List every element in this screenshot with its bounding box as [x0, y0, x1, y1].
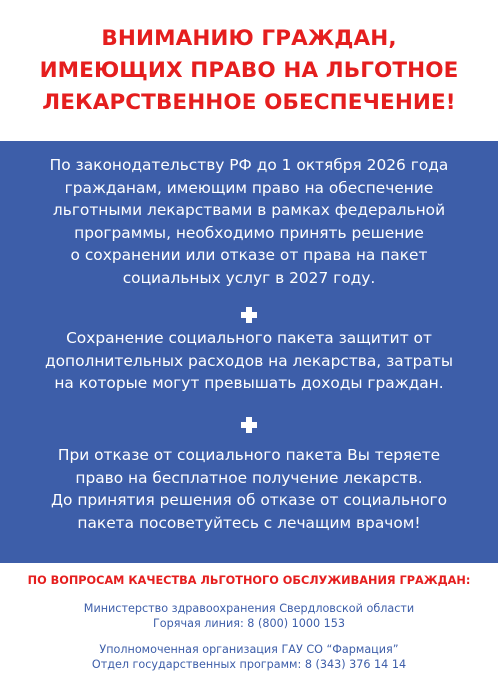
- headline-line-1: ВНИМАНИЮ ГРАЖДАН,: [101, 26, 397, 51]
- paragraph-line: гражданам, имеющим право на обеспечение: [64, 178, 434, 197]
- headline-line-3: ЛЕКАРСТВЕННОЕ ОБЕСПЕЧЕНИЕ!: [42, 90, 456, 115]
- medical-cross-icon: [241, 307, 257, 323]
- headline: [0, 23, 498, 119]
- organization-department: Отдел государственных программ: 8 (343) 376 14 14: [91, 658, 407, 671]
- paragraph-line: Сохранение социального пакета защитит от: [66, 329, 432, 347]
- poster-header: [0, 0, 498, 141]
- paragraph-line: льготными лекарствами в рамках федеральной: [52, 201, 446, 220]
- medical-cross-icon: [241, 417, 257, 433]
- warning-paragraph: [0, 444, 498, 534]
- footer-heading: ПО ВОПРОСАМ КАЧЕСТВА ЛЬГОТНОГО ОБСЛУЖИВАНИЯ ГРАЖДАН:: [27, 574, 471, 587]
- paragraph-line: о сохранении или отказе от права на пакет: [70, 246, 428, 265]
- organization-contact: [0, 642, 498, 672]
- paragraph-line: на которые могут превышать доходы граждан.: [54, 374, 444, 393]
- paragraph-line: программы, необходимо принять решение: [74, 223, 424, 242]
- ministry-hotline: Горячая линия: 8 (800) 1000 153: [152, 617, 345, 630]
- organization-name: Уполномоченная организация ГАУ СО “Фармация”: [99, 643, 399, 656]
- deadline-paragraph: [0, 154, 498, 290]
- ministry-contact: [0, 601, 498, 631]
- paragraph-line: дополнительных расходов на лекарства, затраты: [44, 351, 453, 370]
- paragraph-line: При отказе от социального пакета Вы теряете: [57, 446, 441, 464]
- info-panel: [0, 141, 498, 563]
- paragraph-line: пакета посоветуйтесь с лечащим врачом!: [77, 513, 421, 532]
- paragraph-line: социальных услуг в 2027 году.: [122, 268, 376, 287]
- paragraph-line: право на бесплатное получение лекарств.: [75, 468, 423, 487]
- headline-line-2: ИМЕЮЩИХ ПРАВО НА ЛЬГОТНОЕ: [39, 58, 459, 83]
- benefit-paragraph: [0, 327, 498, 395]
- paragraph-line: До принятия решения об отказе от социального: [50, 491, 448, 510]
- paragraph-line: По законодательству РФ до 1 октября 2026 года: [49, 156, 449, 174]
- ministry-name: Министерство здравоохранения Свердловской области: [83, 602, 415, 615]
